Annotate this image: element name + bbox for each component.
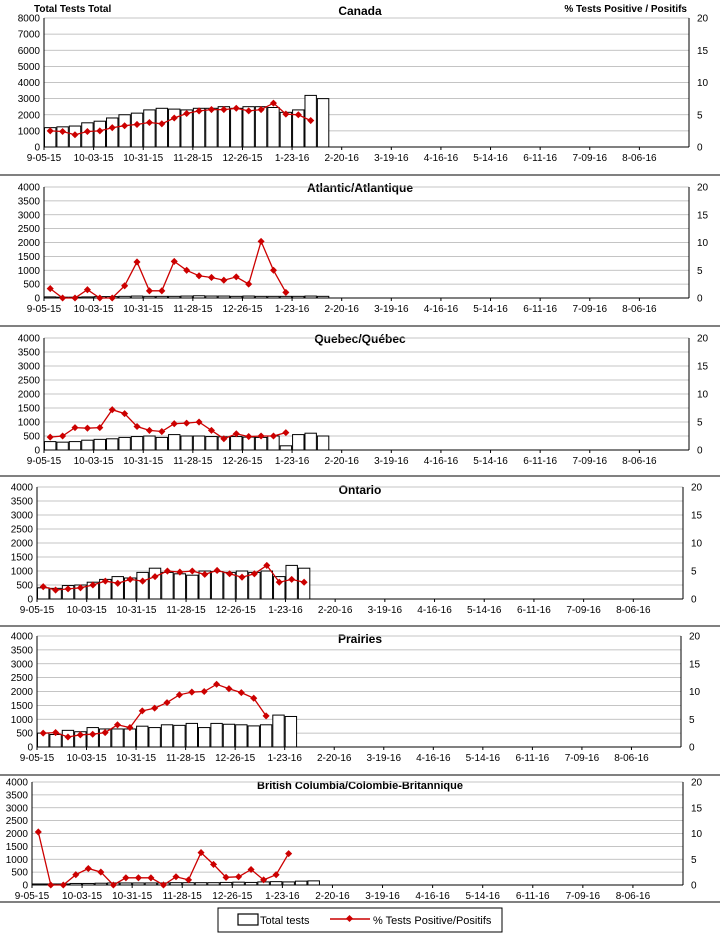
x-tick-label: 9-05-15 [19, 605, 55, 616]
x-tick-label: 1-23-16 [265, 891, 300, 902]
bar-total-tests [186, 723, 197, 747]
point-percent-positive [183, 420, 190, 427]
y-left-tick-label: 3000 [17, 94, 40, 106]
x-tick-label: 10-03-15 [73, 304, 114, 315]
y-left-tick-label: 1000 [10, 566, 33, 578]
bar-total-tests [187, 575, 198, 599]
point-percent-positive [233, 273, 240, 280]
x-tick-label: 7-09-16 [565, 891, 601, 902]
point-percent-positive [96, 294, 103, 301]
y-right-tick-label: 15 [691, 510, 703, 522]
x-tick-label: 9-05-15 [26, 456, 62, 467]
point-percent-positive [195, 418, 202, 425]
point-percent-positive [59, 432, 66, 439]
y-left-tick-label: 3000 [17, 361, 40, 373]
bar-total-tests [268, 107, 279, 147]
x-tick-label: 5-14-16 [473, 456, 508, 467]
bar-total-tests [82, 440, 93, 450]
x-tick-label: 10-03-15 [66, 753, 107, 764]
x-tick-label: 7-09-16 [572, 456, 608, 467]
x-tick-label: 11-28-15 [165, 753, 206, 764]
y-right-tick-label: 10 [697, 78, 709, 89]
y-left-tick-label: 0 [27, 594, 33, 606]
y-left-tick-label: 4000 [5, 777, 28, 789]
y-left-tick-label: 2000 [17, 389, 40, 401]
y-right-tick-label: 5 [697, 417, 703, 429]
point-percent-positive [176, 691, 183, 698]
x-tick-label: 2-20-16 [324, 304, 359, 315]
point-percent-positive [147, 874, 154, 881]
x-tick-label: 8-06-16 [622, 153, 657, 164]
y-right-tick-label: 20 [689, 631, 701, 643]
x-tick-label: 2-20-16 [324, 456, 359, 467]
x-tick-label: 11-28-15 [173, 304, 213, 315]
point-percent-positive [270, 267, 277, 274]
x-tick-label: 6-11-16 [517, 605, 551, 616]
legend-bar-label: Total tests [260, 915, 310, 927]
x-tick-label: 8-06-16 [615, 891, 651, 902]
x-tick-label: 3-19-16 [366, 753, 402, 764]
y-left-tick-label: 500 [23, 431, 40, 443]
chart-title: Atlantic/Atlantique [306, 181, 414, 195]
bar-total-tests [293, 435, 304, 450]
x-tick-label: 10-31-15 [112, 891, 153, 902]
y-right-tick-label: 5 [691, 566, 697, 578]
legend-line-label: % Tests Positive/Positifs [373, 915, 492, 927]
y-left-tick-label: 2500 [10, 673, 33, 685]
point-percent-positive [208, 274, 215, 281]
chart-title: British Columbia/Colombie-Britannique [257, 780, 463, 792]
x-tick-label: 10-03-15 [66, 605, 107, 616]
y-right-tick-label: 0 [689, 742, 695, 754]
bar-total-tests [280, 446, 291, 450]
bar-total-tests [162, 572, 173, 599]
bar-total-tests [236, 725, 247, 747]
y-right-tick-label: 0 [697, 293, 703, 305]
y-right-tick-label: 0 [697, 142, 703, 154]
bar-total-tests [169, 435, 180, 450]
x-tick-label: 3-19-16 [365, 891, 400, 902]
bar-total-tests [270, 882, 282, 885]
point-percent-positive [114, 721, 121, 728]
y-left-tick-label: 500 [16, 728, 33, 740]
chart-panel [18, 4, 709, 164]
y-right-tick-label: 20 [697, 13, 709, 25]
bar-total-tests [107, 118, 118, 147]
legend [218, 908, 502, 932]
x-tick-label: 4-16-16 [423, 456, 459, 467]
x-tick-label: 3-19-16 [374, 153, 409, 164]
bar-total-tests [206, 437, 217, 450]
y-right-tick-label: 0 [697, 445, 703, 457]
y-left-tick-label: 2000 [10, 538, 33, 550]
point-percent-positive [258, 238, 265, 245]
bar-total-tests [144, 436, 155, 450]
chart-title: Quebec/Québec [314, 332, 406, 346]
chart-panel [0, 326, 720, 467]
y-left-tick-label: 2000 [10, 687, 33, 698]
x-tick-label: 3-19-16 [374, 456, 409, 467]
x-tick-label: 4-16-16 [423, 153, 459, 164]
point-percent-positive [172, 873, 179, 880]
point-percent-positive [158, 428, 165, 435]
bar-total-tests [305, 433, 316, 450]
bar-total-tests [144, 110, 155, 147]
x-tick-label: 12-26-15 [222, 153, 263, 164]
y-left-tick-label: 3000 [17, 210, 40, 222]
point-percent-positive [47, 881, 54, 888]
bar-total-tests [94, 439, 105, 450]
point-percent-positive [146, 287, 153, 294]
y-left-tick-label: 500 [11, 867, 28, 879]
y-left-tick-label: 0 [22, 880, 28, 892]
y-right-tick-label: 15 [697, 210, 709, 222]
chart-title: Canada [338, 4, 382, 18]
point-percent-positive [235, 873, 242, 880]
y-right-tick-label: 15 [689, 659, 701, 671]
bar-total-tests [308, 881, 320, 885]
x-tick-label: 11-28-15 [173, 456, 213, 467]
y-left-tick-label: 2000 [17, 238, 40, 249]
x-tick-label: 10-31-15 [123, 456, 164, 467]
x-tick-label: 6-11-16 [523, 153, 558, 164]
x-tick-label: 11-28-15 [166, 605, 206, 616]
y-left-tick-label: 500 [23, 279, 40, 291]
y-right-tick-label: 15 [697, 361, 709, 373]
y-left-tick-label: 4000 [17, 333, 40, 345]
y-left-tick-label: 4000 [10, 482, 33, 494]
y-right-tick-label: 10 [689, 687, 701, 698]
bar-total-tests [260, 725, 271, 747]
x-tick-label: 7-09-16 [564, 753, 600, 764]
y-left-tick-label: 5000 [17, 61, 40, 73]
x-tick-label: 6-11-16 [523, 304, 558, 315]
x-tick-label: 6-11-16 [515, 753, 550, 764]
x-tick-label: 1-23-16 [268, 605, 303, 616]
y-left-tick-label: 3000 [5, 803, 28, 815]
x-tick-label: 8-06-16 [614, 753, 649, 764]
bar-total-tests [206, 108, 217, 147]
x-tick-label: 5-14-16 [473, 153, 508, 164]
bar-total-tests [317, 436, 328, 450]
x-tick-label: 5-14-16 [465, 753, 501, 764]
x-tick-label: 10-31-15 [123, 153, 164, 164]
point-percent-positive [47, 434, 54, 441]
x-tick-label: 11-28-15 [173, 153, 213, 164]
y-left-tick-label: 4000 [17, 78, 40, 89]
x-tick-label: 12-26-15 [215, 753, 256, 764]
x-tick-label: 9-05-15 [14, 891, 50, 902]
point-percent-positive [122, 874, 129, 881]
x-tick-label: 9-05-15 [26, 304, 62, 315]
y-left-tick-label: 500 [16, 580, 33, 592]
x-tick-label: 1-23-16 [274, 153, 310, 164]
bar-total-tests [211, 723, 222, 747]
y-left-tick-label: 3500 [10, 496, 33, 508]
bar-total-tests [174, 574, 185, 599]
chart-title: Ontario [338, 483, 382, 497]
x-tick-label: 4-16-16 [423, 304, 459, 315]
y-right-tick-label: 15 [697, 45, 709, 57]
x-tick-label: 12-26-15 [222, 456, 263, 467]
y-right-tick-label: 10 [697, 238, 709, 249]
bar-total-tests [199, 728, 210, 747]
y-right-tick-label: 10 [691, 829, 703, 840]
bar-total-tests [317, 99, 328, 147]
y-right-tick-label: 5 [689, 714, 695, 726]
x-tick-label: 12-26-15 [222, 304, 263, 315]
x-tick-label: 5-14-16 [473, 304, 508, 315]
y-left-tick-label: 3000 [10, 510, 33, 522]
x-tick-label: 9-05-15 [19, 753, 55, 764]
y-left-tick-label: 2500 [10, 524, 33, 536]
y-left-tick-label: 1500 [10, 700, 33, 712]
point-percent-positive [238, 689, 245, 696]
y-left-tick-label: 8000 [17, 13, 40, 25]
bar-total-tests [119, 115, 130, 147]
y-right-tick-label: 5 [691, 854, 697, 866]
x-tick-label: 2-20-16 [315, 891, 350, 902]
x-tick-label: 1-23-16 [274, 456, 310, 467]
bar-total-tests [285, 716, 296, 747]
x-tick-label: 12-26-15 [212, 891, 253, 902]
y-left-tick-label: 2500 [17, 375, 40, 387]
x-tick-label: 10-31-15 [116, 605, 157, 616]
y-left-tick-label: 6000 [17, 45, 40, 57]
point-percent-positive [85, 865, 92, 872]
y-right-tick-label: 10 [691, 538, 703, 550]
x-tick-label: 9-05-15 [26, 153, 62, 164]
y-right-tick-label: 5 [697, 110, 703, 122]
y-left-tick-label: 4000 [17, 182, 40, 194]
left-axis-header: Total Tests Total [34, 4, 112, 15]
x-tick-label: 7-09-16 [572, 304, 608, 315]
y-left-tick-label: 3500 [10, 645, 33, 657]
y-left-tick-label: 2000 [17, 110, 40, 122]
x-tick-label: 10-31-15 [116, 753, 157, 764]
chart-panel [0, 626, 720, 764]
y-right-tick-label: 10 [697, 389, 709, 401]
chart-panel [0, 175, 720, 315]
point-percent-positive [282, 429, 289, 436]
x-tick-label: 3-19-16 [367, 605, 403, 616]
point-percent-positive [135, 874, 142, 881]
bar-total-tests [45, 442, 56, 450]
chart-panel [0, 775, 720, 902]
x-tick-label: 6-11-16 [523, 456, 558, 467]
y-right-tick-label: 20 [697, 182, 709, 194]
x-tick-label: 10-03-15 [62, 891, 103, 902]
bar-total-tests [137, 572, 148, 599]
x-tick-label: 1-23-16 [267, 753, 302, 764]
point-percent-positive [158, 287, 165, 294]
bar-total-tests [193, 436, 204, 450]
x-tick-label: 12-26-15 [215, 605, 256, 616]
x-tick-label: 7-09-16 [572, 153, 608, 164]
bar-total-tests [248, 726, 259, 747]
y-right-tick-label: 0 [691, 880, 697, 892]
x-tick-label: 4-16-16 [415, 891, 450, 902]
x-tick-label: 2-20-16 [316, 753, 352, 764]
point-percent-positive [245, 281, 252, 288]
bar-total-tests [112, 729, 123, 747]
point-percent-positive [208, 427, 215, 434]
point-percent-positive [220, 277, 227, 284]
bar-total-tests [131, 437, 142, 450]
bar-total-tests [69, 442, 80, 450]
point-percent-positive [133, 258, 140, 265]
x-tick-label: 10-03-15 [73, 456, 114, 467]
point-percent-positive [285, 850, 292, 857]
y-left-tick-label: 4000 [10, 631, 33, 643]
y-left-tick-label: 1500 [17, 251, 40, 263]
bar-total-tests [174, 725, 185, 747]
point-percent-positive [189, 567, 196, 574]
bar-total-tests [156, 437, 167, 450]
bar-total-tests [137, 726, 148, 747]
bar-total-tests [223, 724, 234, 747]
y-right-tick-label: 20 [691, 482, 703, 494]
chart-panels [0, 4, 720, 902]
y-left-tick-label: 2500 [5, 816, 28, 828]
x-tick-label: 10-03-15 [73, 153, 114, 164]
y-right-tick-label: 20 [697, 333, 709, 345]
x-tick-label: 3-19-16 [374, 304, 409, 315]
bar-total-tests [181, 436, 192, 450]
point-percent-positive [282, 289, 289, 296]
x-tick-label: 5-14-16 [466, 605, 502, 616]
y-left-tick-label: 0 [34, 142, 40, 154]
bar-total-tests [131, 113, 142, 147]
x-tick-label: 8-06-16 [622, 304, 657, 315]
x-tick-label: 8-06-16 [622, 456, 657, 467]
bar-total-tests [50, 735, 61, 747]
x-tick-label: 2-20-16 [317, 605, 353, 616]
y-left-tick-label: 3500 [17, 347, 40, 359]
bar-total-tests [107, 439, 118, 450]
bar-total-tests [231, 108, 242, 147]
bar-total-tests [149, 728, 160, 747]
bar-total-tests [211, 572, 222, 599]
x-tick-label: 4-16-16 [417, 605, 452, 616]
y-left-tick-label: 1000 [17, 417, 40, 429]
point-percent-positive [171, 420, 178, 427]
bar-total-tests [57, 442, 68, 450]
y-right-tick-label: 0 [691, 594, 697, 606]
bar-total-tests [156, 108, 167, 147]
point-percent-positive [201, 688, 208, 695]
point-percent-positive [71, 294, 78, 301]
y-right-tick-label: 5 [697, 265, 703, 277]
y-left-tick-label: 2000 [5, 829, 28, 840]
y-left-tick-label: 2500 [17, 224, 40, 236]
y-left-tick-label: 3500 [17, 196, 40, 208]
x-tick-label: 5-14-16 [465, 891, 500, 902]
bar-total-tests [119, 437, 130, 450]
bar-total-tests [295, 881, 307, 885]
x-tick-label: 6-11-16 [515, 891, 550, 902]
y-left-tick-label: 0 [27, 742, 33, 754]
y-left-tick-label: 1000 [5, 854, 28, 866]
y-left-tick-label: 1500 [10, 552, 33, 564]
y-right-tick-label: 20 [691, 777, 703, 789]
y-left-tick-label: 7000 [17, 29, 40, 41]
y-left-tick-label: 1500 [17, 403, 40, 415]
right-axis-header: % Tests Positive / Positifs [564, 4, 687, 15]
x-tick-label: 1-23-16 [274, 304, 310, 315]
y-left-tick-label: 1000 [17, 126, 40, 138]
y-left-tick-label: 3000 [10, 659, 33, 671]
point-percent-positive [35, 828, 42, 835]
point-percent-positive [146, 427, 153, 434]
point-percent-positive [84, 286, 91, 293]
bar-total-tests [261, 571, 272, 599]
x-tick-label: 10-31-15 [123, 304, 164, 315]
x-tick-label: 7-09-16 [566, 605, 601, 616]
point-percent-positive [195, 272, 202, 279]
y-left-tick-label: 0 [34, 293, 40, 305]
y-left-tick-label: 1000 [10, 714, 33, 726]
x-tick-label: 4-16-16 [416, 753, 451, 764]
x-tick-label: 2-20-16 [324, 153, 359, 164]
point-percent-positive [84, 425, 91, 432]
point-percent-positive [213, 681, 220, 688]
chart-panel [0, 476, 720, 616]
bar-total-tests [231, 437, 242, 450]
bar-total-tests [161, 725, 172, 747]
y-left-tick-label: 1500 [5, 841, 28, 853]
point-percent-positive [250, 695, 257, 702]
legend-bar-swatch [238, 914, 258, 925]
y-left-tick-label: 3500 [5, 790, 28, 802]
bar-total-tests [124, 729, 135, 747]
point-percent-positive [71, 424, 78, 431]
x-tick-label: 11-28-15 [162, 891, 202, 902]
y-left-tick-label: 1000 [17, 265, 40, 277]
chart-title: Prairies [337, 632, 383, 646]
y-right-tick-label: 15 [691, 803, 703, 815]
bar-total-tests [273, 715, 284, 747]
x-tick-label: 8-06-16 [616, 605, 651, 616]
bar-total-tests [149, 568, 160, 599]
point-percent-positive [188, 689, 195, 696]
y-left-tick-label: 0 [34, 445, 40, 457]
